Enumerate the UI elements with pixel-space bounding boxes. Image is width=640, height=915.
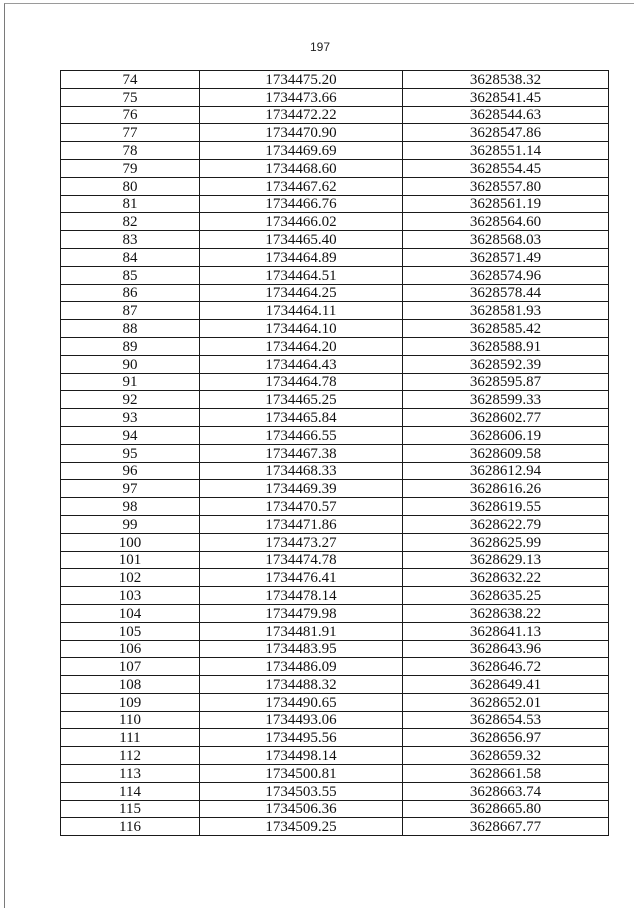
y-coordinate-cell: 3628646.72 <box>403 658 609 676</box>
x-coordinate-cell: 1734486.09 <box>200 658 403 676</box>
x-coordinate-cell: 1734465.40 <box>200 231 403 249</box>
y-coordinate-cell: 3628638.22 <box>403 604 609 622</box>
x-coordinate-cell: 1734488.32 <box>200 676 403 694</box>
table-row <box>61 177 609 195</box>
point-number-cell: 94 <box>61 426 200 444</box>
x-coordinate-cell: 1734468.33 <box>200 462 403 480</box>
table-row <box>61 302 609 320</box>
table-row <box>61 213 609 231</box>
point-number-cell: 100 <box>61 533 200 551</box>
point-number-cell: 104 <box>61 604 200 622</box>
point-number-cell: 75 <box>61 88 200 106</box>
y-coordinate-cell: 3628602.77 <box>403 409 609 427</box>
x-coordinate-cell: 1734464.20 <box>200 337 403 355</box>
x-coordinate-cell: 1734476.41 <box>200 569 403 587</box>
point-number-cell: 96 <box>61 462 200 480</box>
table-row <box>61 124 609 142</box>
y-coordinate-cell: 3628599.33 <box>403 391 609 409</box>
y-coordinate-cell: 3628547.86 <box>403 124 609 142</box>
x-coordinate-cell: 1734464.78 <box>200 373 403 391</box>
x-coordinate-cell: 1734464.89 <box>200 248 403 266</box>
y-coordinate-cell: 3628588.91 <box>403 337 609 355</box>
y-coordinate-cell: 3628585.42 <box>403 320 609 338</box>
y-coordinate-cell: 3628612.94 <box>403 462 609 480</box>
point-number-cell: 93 <box>61 409 200 427</box>
y-coordinate-cell: 3628609.58 <box>403 444 609 462</box>
coordinates-table-body <box>61 71 609 836</box>
x-coordinate-cell: 1734466.02 <box>200 213 403 231</box>
x-coordinate-cell: 1734469.69 <box>200 142 403 160</box>
x-coordinate-cell: 1734498.14 <box>200 747 403 765</box>
point-number-cell: 78 <box>61 142 200 160</box>
x-coordinate-cell: 1734464.51 <box>200 266 403 284</box>
point-number-cell: 110 <box>61 711 200 729</box>
table-row <box>61 480 609 498</box>
table-row <box>61 337 609 355</box>
y-coordinate-cell: 3628665.80 <box>403 800 609 818</box>
table-row <box>61 747 609 765</box>
x-coordinate-cell: 1734473.27 <box>200 533 403 551</box>
table-row <box>61 88 609 106</box>
table-row <box>61 800 609 818</box>
y-coordinate-cell: 3628619.55 <box>403 498 609 516</box>
point-number-cell: 87 <box>61 302 200 320</box>
x-coordinate-cell: 1734506.36 <box>200 800 403 818</box>
x-coordinate-cell: 1734466.55 <box>200 426 403 444</box>
point-number-cell: 103 <box>61 587 200 605</box>
x-coordinate-cell: 1734464.11 <box>200 302 403 320</box>
table-row <box>61 498 609 516</box>
table-row <box>61 373 609 391</box>
table-row <box>61 533 609 551</box>
point-number-cell: 85 <box>61 266 200 284</box>
x-coordinate-cell: 1734495.56 <box>200 729 403 747</box>
x-coordinate-cell: 1734479.98 <box>200 604 403 622</box>
y-coordinate-cell: 3628649.41 <box>403 676 609 694</box>
table-row <box>61 444 609 462</box>
point-number-cell: 106 <box>61 640 200 658</box>
table-row <box>61 355 609 373</box>
y-coordinate-cell: 3628667.77 <box>403 818 609 836</box>
table-row <box>61 515 609 533</box>
point-number-cell: 97 <box>61 480 200 498</box>
point-number-cell: 92 <box>61 391 200 409</box>
y-coordinate-cell: 3628571.49 <box>403 248 609 266</box>
table-row <box>61 765 609 783</box>
x-coordinate-cell: 1734471.86 <box>200 515 403 533</box>
table-row <box>61 462 609 480</box>
table-row <box>61 284 609 302</box>
point-number-cell: 116 <box>61 818 200 836</box>
point-number-cell: 80 <box>61 177 200 195</box>
y-coordinate-cell: 3628625.99 <box>403 533 609 551</box>
y-coordinate-cell: 3628635.25 <box>403 587 609 605</box>
point-number-cell: 74 <box>61 71 200 89</box>
point-number-cell: 77 <box>61 124 200 142</box>
y-coordinate-cell: 3628581.93 <box>403 302 609 320</box>
x-coordinate-cell: 1734483.95 <box>200 640 403 658</box>
point-number-cell: 101 <box>61 551 200 569</box>
table-row <box>61 71 609 89</box>
point-number-cell: 102 <box>61 569 200 587</box>
x-coordinate-cell: 1734468.60 <box>200 159 403 177</box>
table-row <box>61 391 609 409</box>
point-number-cell: 76 <box>61 106 200 124</box>
table-row <box>61 782 609 800</box>
table-row <box>61 693 609 711</box>
x-coordinate-cell: 1734465.25 <box>200 391 403 409</box>
y-coordinate-cell: 3628661.58 <box>403 765 609 783</box>
table-row <box>61 409 609 427</box>
point-number-cell: 95 <box>61 444 200 462</box>
y-coordinate-cell: 3628659.32 <box>403 747 609 765</box>
y-coordinate-cell: 3628578.44 <box>403 284 609 302</box>
x-coordinate-cell: 1734474.78 <box>200 551 403 569</box>
table-row <box>61 587 609 605</box>
point-number-cell: 111 <box>61 729 200 747</box>
y-coordinate-cell: 3628538.32 <box>403 71 609 89</box>
x-coordinate-cell: 1734475.20 <box>200 71 403 89</box>
table-row <box>61 640 609 658</box>
table-row <box>61 569 609 587</box>
table-row <box>61 266 609 284</box>
x-coordinate-cell: 1734481.91 <box>200 622 403 640</box>
table-row <box>61 195 609 213</box>
y-coordinate-cell: 3628616.26 <box>403 480 609 498</box>
x-coordinate-cell: 1734467.62 <box>200 177 403 195</box>
y-coordinate-cell: 3628622.79 <box>403 515 609 533</box>
point-number-cell: 79 <box>61 159 200 177</box>
y-coordinate-cell: 3628641.13 <box>403 622 609 640</box>
y-coordinate-cell: 3628629.13 <box>403 551 609 569</box>
point-number-cell: 88 <box>61 320 200 338</box>
point-number-cell: 107 <box>61 658 200 676</box>
table-row <box>61 604 609 622</box>
x-coordinate-cell: 1734464.10 <box>200 320 403 338</box>
x-coordinate-cell: 1734464.43 <box>200 355 403 373</box>
point-number-cell: 86 <box>61 284 200 302</box>
table-row <box>61 426 609 444</box>
table-row <box>61 818 609 836</box>
y-coordinate-cell: 3628541.45 <box>403 88 609 106</box>
y-coordinate-cell: 3628544.63 <box>403 106 609 124</box>
table-row <box>61 320 609 338</box>
table-row <box>61 142 609 160</box>
y-coordinate-cell: 3628595.87 <box>403 373 609 391</box>
table-row <box>61 622 609 640</box>
x-coordinate-cell: 1734467.38 <box>200 444 403 462</box>
point-number-cell: 98 <box>61 498 200 516</box>
coordinates-table <box>60 70 609 836</box>
y-coordinate-cell: 3628574.96 <box>403 266 609 284</box>
point-number-cell: 90 <box>61 355 200 373</box>
x-coordinate-cell: 1734466.76 <box>200 195 403 213</box>
point-number-cell: 82 <box>61 213 200 231</box>
point-number-cell: 115 <box>61 800 200 818</box>
point-number-cell: 81 <box>61 195 200 213</box>
page-number: 197 <box>309 40 331 54</box>
table-row <box>61 658 609 676</box>
point-number-cell: 83 <box>61 231 200 249</box>
y-coordinate-cell: 3628568.03 <box>403 231 609 249</box>
table-row <box>61 248 609 266</box>
x-coordinate-cell: 1734469.39 <box>200 480 403 498</box>
x-coordinate-cell: 1734490.65 <box>200 693 403 711</box>
y-coordinate-cell: 3628654.53 <box>403 711 609 729</box>
point-number-cell: 109 <box>61 693 200 711</box>
table-row <box>61 159 609 177</box>
y-coordinate-cell: 3628557.80 <box>403 177 609 195</box>
y-coordinate-cell: 3628564.60 <box>403 213 609 231</box>
y-coordinate-cell: 3628606.19 <box>403 426 609 444</box>
x-coordinate-cell: 1734500.81 <box>200 765 403 783</box>
point-number-cell: 112 <box>61 747 200 765</box>
point-number-cell: 89 <box>61 337 200 355</box>
y-coordinate-cell: 3628643.96 <box>403 640 609 658</box>
x-coordinate-cell: 1734465.84 <box>200 409 403 427</box>
point-number-cell: 105 <box>61 622 200 640</box>
point-number-cell: 84 <box>61 248 200 266</box>
table-row <box>61 711 609 729</box>
x-coordinate-cell: 1734464.25 <box>200 284 403 302</box>
y-coordinate-cell: 3628652.01 <box>403 693 609 711</box>
table-row <box>61 676 609 694</box>
y-coordinate-cell: 3628551.14 <box>403 142 609 160</box>
point-number-cell: 99 <box>61 515 200 533</box>
y-coordinate-cell: 3628663.74 <box>403 782 609 800</box>
x-coordinate-cell: 1734470.57 <box>200 498 403 516</box>
table-row <box>61 106 609 124</box>
point-number-cell: 114 <box>61 782 200 800</box>
table-row <box>61 551 609 569</box>
table-row <box>61 231 609 249</box>
x-coordinate-cell: 1734493.06 <box>200 711 403 729</box>
table-row <box>61 729 609 747</box>
y-coordinate-cell: 3628561.19 <box>403 195 609 213</box>
x-coordinate-cell: 1734503.55 <box>200 782 403 800</box>
x-coordinate-cell: 1734478.14 <box>200 587 403 605</box>
x-coordinate-cell: 1734509.25 <box>200 818 403 836</box>
y-coordinate-cell: 3628632.22 <box>403 569 609 587</box>
x-coordinate-cell: 1734470.90 <box>200 124 403 142</box>
y-coordinate-cell: 3628592.39 <box>403 355 609 373</box>
y-coordinate-cell: 3628656.97 <box>403 729 609 747</box>
x-coordinate-cell: 1734473.66 <box>200 88 403 106</box>
y-coordinate-cell: 3628554.45 <box>403 159 609 177</box>
x-coordinate-cell: 1734472.22 <box>200 106 403 124</box>
point-number-cell: 113 <box>61 765 200 783</box>
point-number-cell: 91 <box>61 373 200 391</box>
point-number-cell: 108 <box>61 676 200 694</box>
